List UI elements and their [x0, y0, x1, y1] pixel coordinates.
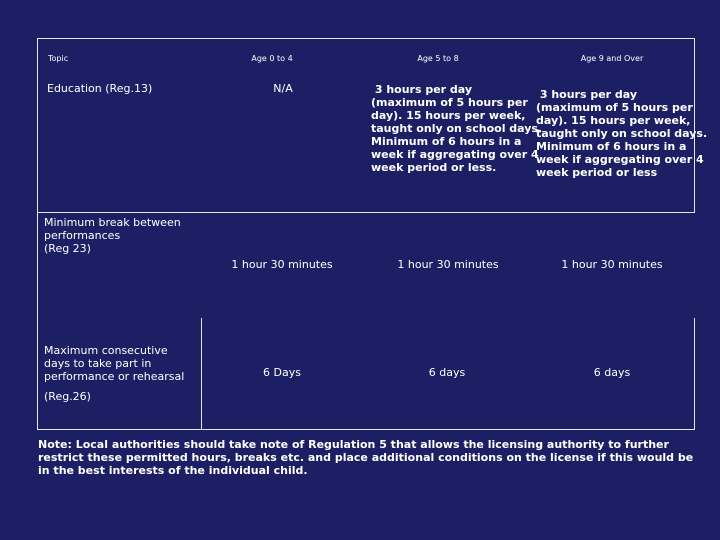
break-age-5-8: 1 hour 30 minutes [397, 258, 499, 271]
topic-max-days-line: Maximum consecutive [44, 344, 168, 357]
education-age-5-8-line: week period or less. [371, 161, 497, 174]
education-age-5-8-line: (maximum of 5 hours per [371, 96, 528, 109]
education-age-5-8 [371, 83, 542, 174]
header-topic: Topic [48, 54, 69, 63]
header-age-0-4: Age 0 to 4 [251, 54, 293, 63]
education-age-5-8-line: Minimum of 6 hours in a [371, 135, 522, 148]
education-age-9-over-line: Minimum of 6 hours in a [536, 140, 687, 153]
topic-education-reg: (Reg.13) [105, 82, 153, 95]
topic-max-days-line: performance or rehearsal [44, 370, 185, 383]
table-border-left [37, 38, 38, 430]
education-age-9-over-line: taught only on school days. [536, 127, 708, 140]
topic-max-consecutive-days [44, 344, 184, 383]
education-age-5-8-line: 3 hours per day [371, 83, 473, 96]
row3-left-border [201, 318, 202, 430]
topic-education-label: Education [47, 82, 102, 95]
table-border-top [37, 38, 695, 39]
topic-minimum-break-line: performances [44, 229, 121, 242]
row3-right-border [694, 318, 695, 430]
max-days-age-5-8: 6 days [428, 366, 466, 379]
row-divider-1 [37, 212, 695, 213]
topic-minimum-break [44, 216, 181, 255]
max-days-age-9-over: 6 days [593, 366, 631, 379]
education-age-9-over-line: week if aggregating over 4 [536, 153, 704, 166]
education-age-5-8-line: taught only on school days. [371, 122, 543, 135]
education-age-9-over-line: (maximum of 5 hours per [536, 101, 693, 114]
education-age-9-over-line: day). 15 hours per week, [536, 114, 691, 127]
max-days-age-0-4: 6 Days [263, 366, 301, 379]
education-age-9-over-line: 3 hours per day [536, 88, 638, 101]
topic-minimum-break-line: Minimum break between [44, 216, 181, 229]
break-age-9-over: 1 hour 30 minutes [561, 258, 663, 271]
table-border-bottom [37, 429, 695, 430]
topic-max-days-line: days to take part in [44, 357, 152, 370]
header-age-9-over: Age 9 and Over [580, 54, 644, 63]
header-age-5-8: Age 5 to 8 [417, 54, 459, 63]
education-age-9-over [536, 88, 707, 179]
education-age-0-4: N/A [273, 82, 293, 95]
education-age-5-8-line: week if aggregating over 4 [371, 148, 539, 161]
topic-education [47, 82, 152, 95]
topic-minimum-break-reg: (Reg 23) [44, 242, 91, 255]
break-age-0-4: 1 hour 30 minutes [231, 258, 333, 271]
education-age-5-8-line: day). 15 hours per week, [371, 109, 526, 122]
education-age-9-over-line: week period or less [536, 166, 658, 179]
topic-max-days-reg: (Reg.26) [44, 390, 91, 403]
footnote: Note: Local authorities should take note of Regulation 5 that allows the licensing authority to further restrict these permitted hours, breaks etc. and place additional conditions on the license if this would be in the best interests of the individual child. [38, 438, 694, 477]
